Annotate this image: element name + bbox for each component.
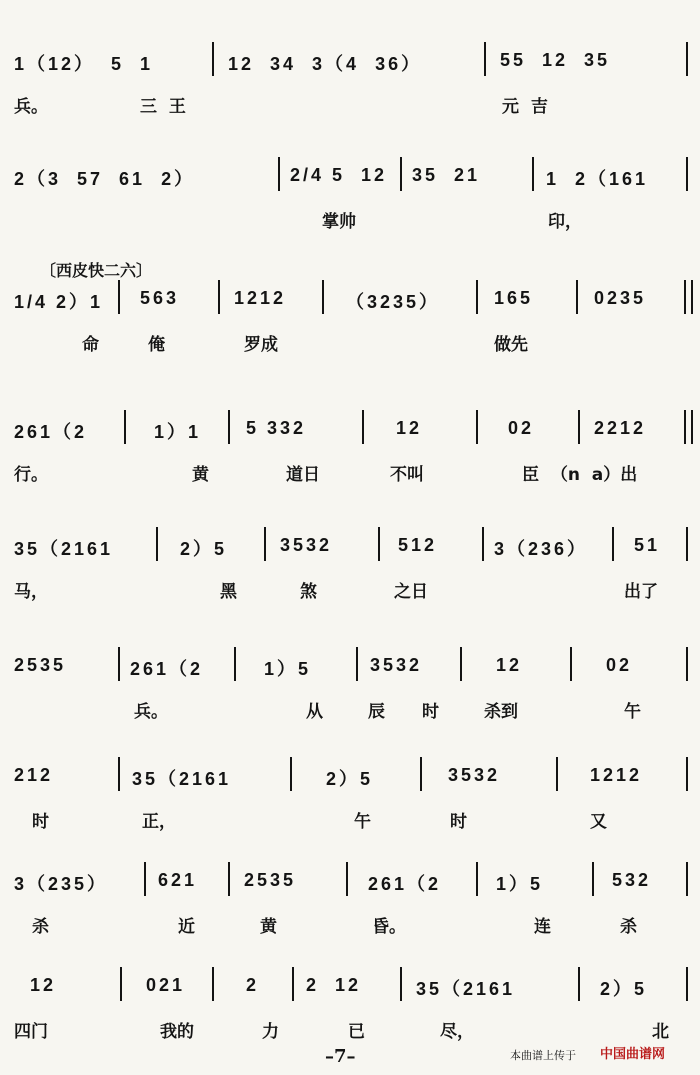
barline: [212, 967, 214, 1001]
lyric: 印，: [548, 212, 582, 232]
lyric: 做先: [494, 335, 528, 355]
measure: 3532: [370, 655, 423, 675]
measure: 261（2: [368, 874, 442, 894]
lyric: 力: [262, 1022, 279, 1042]
lyric: 已: [348, 1022, 365, 1042]
barline-double: [684, 410, 693, 444]
notation-line: [0, 155, 700, 195]
lyric: 又: [590, 812, 607, 832]
upload-credit: 本曲谱上传于: [510, 1049, 576, 1062]
barline: [218, 280, 220, 314]
barline: [322, 280, 324, 314]
lyric-line: [0, 207, 700, 247]
barline: [212, 42, 214, 76]
lyric: 昏。: [372, 917, 406, 937]
barline: [556, 757, 558, 791]
measure: 02: [508, 418, 535, 438]
measure: 1）5: [496, 874, 544, 894]
barline: [156, 527, 158, 561]
barline: [420, 757, 422, 791]
barline: [120, 967, 122, 1001]
measure: 12: [396, 418, 423, 438]
notation-line: [0, 525, 700, 565]
measure: 12: [30, 975, 57, 995]
lyric: 罗成: [244, 335, 278, 355]
measure: 3532: [280, 535, 333, 555]
barline: [592, 862, 594, 896]
barline: [686, 647, 688, 681]
measure: 563: [140, 288, 180, 308]
lyric: 辰: [368, 702, 385, 722]
barline: [290, 757, 292, 791]
measure: 35（2161: [14, 539, 114, 559]
measure: 261（2: [14, 422, 88, 442]
barline: [118, 280, 120, 314]
notation-line: [0, 860, 700, 900]
barline: [576, 280, 578, 314]
lyric: 从: [306, 702, 323, 722]
measure: 51: [634, 535, 661, 555]
lyric: 午: [354, 812, 371, 832]
barline: [686, 757, 688, 791]
notation-line: [0, 965, 700, 1005]
score-system: [0, 525, 700, 635]
measure: 2）5: [180, 539, 228, 559]
lyric: 行。: [14, 465, 48, 485]
lyric: 杀: [620, 917, 637, 937]
barline: [378, 527, 380, 561]
lyric-line: [0, 912, 700, 952]
measure: 1）5: [264, 659, 312, 679]
barline: [118, 647, 120, 681]
barline: [356, 647, 358, 681]
barline: [612, 527, 614, 561]
barline: [570, 647, 572, 681]
lyric: 正，: [142, 812, 176, 832]
measure: 621: [158, 870, 198, 890]
barline: [346, 862, 348, 896]
notation-line: [0, 278, 700, 318]
barline: [228, 410, 230, 444]
barline: [482, 527, 484, 561]
measure: 35（2161: [132, 769, 232, 789]
lyric: 道日: [286, 465, 320, 485]
lyric: 三 王: [140, 97, 186, 117]
score-system: [0, 155, 700, 265]
barline: [578, 967, 580, 1001]
measure: 021: [146, 975, 186, 995]
measure: 35 21: [412, 165, 481, 185]
notation-line: [0, 645, 700, 685]
notation-line: [0, 755, 700, 795]
lyric: 黄: [260, 917, 277, 937]
lyric: 我的: [160, 1022, 194, 1042]
measure: 2212: [594, 418, 647, 438]
measure: 2535: [244, 870, 297, 890]
barline: [278, 157, 280, 191]
barline: [686, 157, 688, 191]
lyric: 黄: [192, 465, 209, 485]
lyric: 掌帅: [322, 212, 356, 232]
barline: [686, 862, 688, 896]
measure: 165: [494, 288, 534, 308]
barline: [532, 157, 534, 191]
lyric: 命: [82, 335, 99, 355]
lyric: 时: [422, 702, 439, 722]
lyric: 连: [534, 917, 551, 937]
notation-line: [0, 40, 700, 80]
measure: 1 2（161: [546, 169, 649, 189]
lyric-line: [0, 460, 700, 500]
measure: 532: [612, 870, 652, 890]
measure: 2（3 57 61 2）: [14, 169, 196, 189]
barline: [362, 410, 364, 444]
lyric-line: [0, 92, 700, 132]
lyric-line: [0, 330, 700, 370]
barline: [476, 280, 478, 314]
measure: 35（2161: [416, 979, 516, 999]
lyric: 近: [178, 917, 195, 937]
measure: 12: [496, 655, 523, 675]
barline: [476, 862, 478, 896]
score-system: [0, 645, 700, 755]
page-number: –7–: [325, 1046, 356, 1067]
notation-line: [0, 408, 700, 448]
lyric: 北: [652, 1022, 669, 1042]
measure: 0235: [594, 288, 647, 308]
measure: 3（235）: [14, 874, 109, 894]
measure: 212: [14, 765, 54, 785]
score-system: [0, 40, 700, 150]
lyric: 俺: [148, 335, 165, 355]
lyric-line: [0, 697, 700, 737]
barline: [264, 527, 266, 561]
lyric-line: [0, 807, 700, 847]
barline: [484, 42, 486, 76]
measure: 1212: [590, 765, 643, 785]
site-logo: 中国曲谱网: [600, 1047, 666, 1062]
lyric: 之日: [394, 582, 428, 602]
measure: 02: [606, 655, 633, 675]
lyric: 杀: [32, 917, 49, 937]
score-system: [0, 278, 700, 388]
barline: [578, 410, 580, 444]
measure: 2535: [14, 655, 67, 675]
lyric: 杀到: [484, 702, 518, 722]
barline: [118, 757, 120, 791]
measure: 2 12: [306, 975, 362, 995]
score-system: [0, 408, 700, 518]
barline: [228, 862, 230, 896]
lyric: 黑: [220, 582, 237, 602]
measure: 55 12 35: [500, 50, 611, 70]
measure: 1（12） 5 1: [14, 54, 154, 74]
barline-double: [684, 280, 693, 314]
measure: 3532: [448, 765, 501, 785]
lyric: 午: [624, 702, 641, 722]
barline: [460, 647, 462, 681]
lyric: 臣 （n a）出: [522, 465, 638, 485]
barline: [234, 647, 236, 681]
lyric: 尽，: [440, 1022, 474, 1042]
measure: 1/4 2）1: [14, 292, 104, 312]
lyric: 时: [450, 812, 467, 832]
barline: [686, 967, 688, 1001]
barline: [476, 410, 478, 444]
barline: [686, 527, 688, 561]
measure: （3235）: [346, 292, 441, 312]
barline: [124, 410, 126, 444]
measure: 1）1: [154, 422, 202, 442]
barline: [400, 157, 402, 191]
measure: 12 34 3（4 36）: [228, 54, 423, 74]
measure: 2）5: [326, 769, 374, 789]
lyric: 煞: [300, 582, 317, 602]
measure: 2）5: [600, 979, 648, 999]
measure: 5 332: [246, 418, 307, 438]
measure: 2/4 5 12: [290, 165, 388, 185]
measure: 3（236）: [494, 539, 589, 559]
lyric: 出了: [624, 582, 658, 602]
barline: [686, 42, 688, 76]
lyric: 马，: [14, 582, 48, 602]
lyric-line: [0, 577, 700, 617]
score-system: [0, 860, 700, 970]
measure: 512: [398, 535, 438, 555]
lyric: 兵。: [14, 97, 48, 117]
lyric: 四门: [14, 1022, 48, 1042]
measure: 1212: [234, 288, 287, 308]
barline: [400, 967, 402, 1001]
section-label: 〔西皮快二六〕: [40, 261, 153, 280]
lyric: 不叫: [390, 465, 424, 485]
lyric: 元 吉: [502, 97, 548, 117]
lyric: 兵。: [134, 702, 168, 722]
measure: 261（2: [130, 659, 204, 679]
score-system: [0, 755, 700, 865]
barline: [144, 862, 146, 896]
barline: [292, 967, 294, 1001]
lyric: 时: [32, 812, 49, 832]
measure: 2: [246, 975, 260, 995]
